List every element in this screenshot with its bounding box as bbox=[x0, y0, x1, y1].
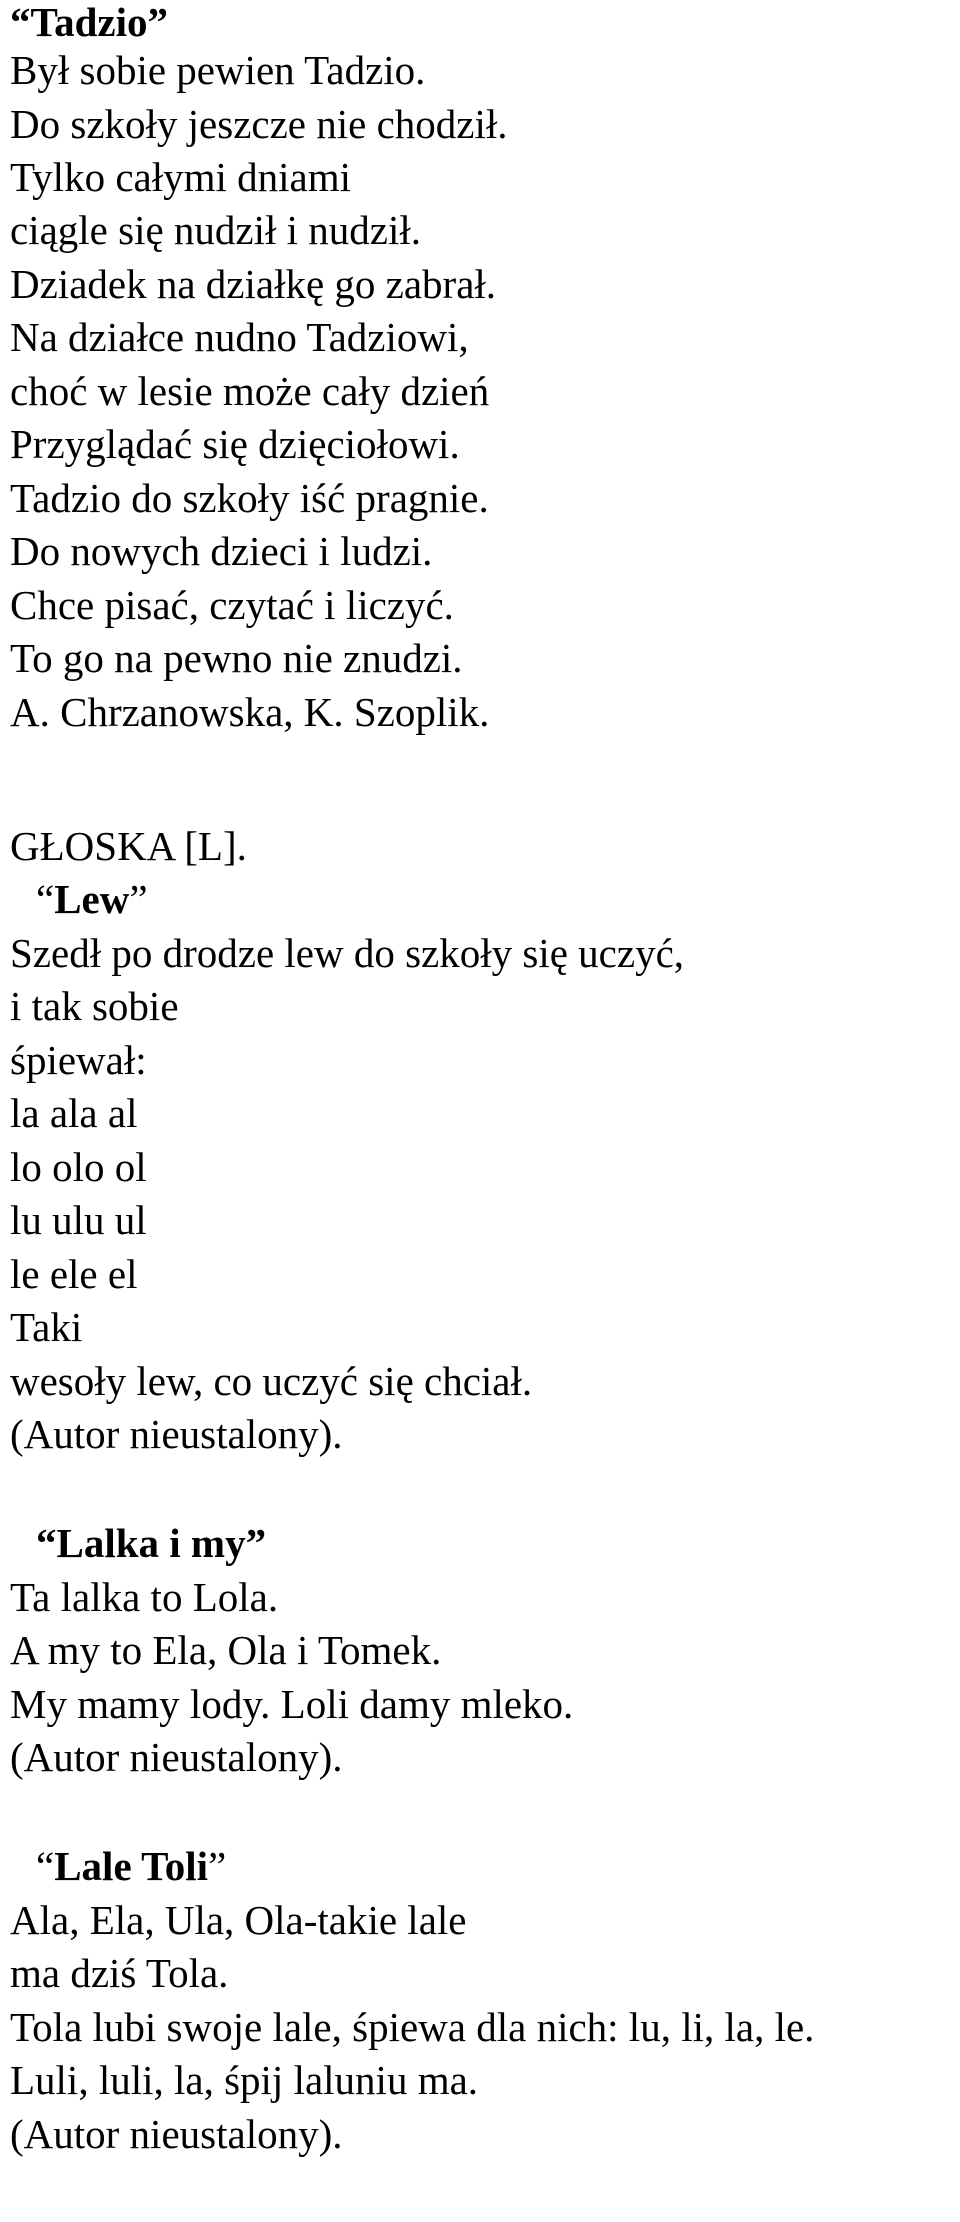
poem-line: Dziadek na działkę go zabrał. bbox=[10, 261, 497, 307]
poem-line: Tola lubi swoje lale, śpiewa dla nich: lu, li, la, le. bbox=[10, 2004, 815, 2050]
poem-line: My mamy lody. Loli damy mleko. bbox=[10, 1681, 574, 1727]
poem-line: Ala, Ela, Ula, Ola-takie lale bbox=[10, 1897, 467, 1943]
poem-line: Do szkoły jeszcze nie chodził. bbox=[10, 101, 508, 147]
poem-title-lale-toli: “Lale Toli” bbox=[36, 1843, 227, 1889]
poem-line: i tak sobie bbox=[10, 983, 179, 1029]
poem-line: Chce pisać, czytać i liczyć. bbox=[10, 582, 454, 628]
poem-title-lew: “Lew” bbox=[36, 876, 148, 922]
poem-line: To go na pewno nie znudzi. bbox=[10, 635, 463, 681]
poem-line: Szedł po drodze lew do szkoły się uczyć, bbox=[10, 930, 685, 976]
poem-line: lu ulu ul bbox=[10, 1197, 147, 1243]
poem-line: Na działce nudno Tadziowi, bbox=[10, 314, 469, 360]
poem-line: Tadzio do szkoły iść pragnie. bbox=[10, 475, 489, 521]
section-heading: GŁOSKA [L]. bbox=[10, 823, 247, 869]
poem-line: Taki bbox=[10, 1304, 83, 1350]
poem-title-tadzio: “Tadzio” bbox=[10, 0, 168, 45]
poem-line: śpiewał: bbox=[10, 1037, 147, 1083]
poem-line: Luli, luli, la, śpij laluniu ma. bbox=[10, 2057, 479, 2103]
poem-line: wesoły lew, co uczyć się chciał. bbox=[10, 1358, 533, 1404]
poem-title-lalka-i-my: “Lalka i my” bbox=[36, 1520, 267, 1566]
poem-line: la ala al bbox=[10, 1090, 138, 1136]
poem-author: A. Chrzanowska, K. Szoplik. bbox=[10, 689, 490, 735]
poem-line: Przyglądać się dzięciołowi. bbox=[10, 421, 460, 467]
poem-author: (Autor nieustalony). bbox=[10, 2111, 343, 2157]
poem-line: Ta lalka to Lola. bbox=[10, 1574, 279, 1620]
poem-line: A my to Ela, Ola i Tomek. bbox=[10, 1627, 442, 1673]
poem-line: ma dziś Tola. bbox=[10, 1950, 229, 1996]
poem-author: (Autor nieustalony). bbox=[10, 1734, 343, 1780]
poem-line: le ele el bbox=[10, 1251, 138, 1297]
poem-line: choć w lesie może cały dzień bbox=[10, 368, 490, 414]
poem-author: (Autor nieustalony). bbox=[10, 1411, 343, 1457]
poem-line: ciągle się nudził i nudził. bbox=[10, 207, 422, 253]
poem-line: Tylko całymi dniami bbox=[10, 154, 352, 200]
poem-line: Był sobie pewien Tadzio. bbox=[10, 47, 426, 93]
poem-line: lo olo ol bbox=[10, 1144, 147, 1190]
poem-line: Do nowych dzieci i ludzi. bbox=[10, 528, 433, 574]
